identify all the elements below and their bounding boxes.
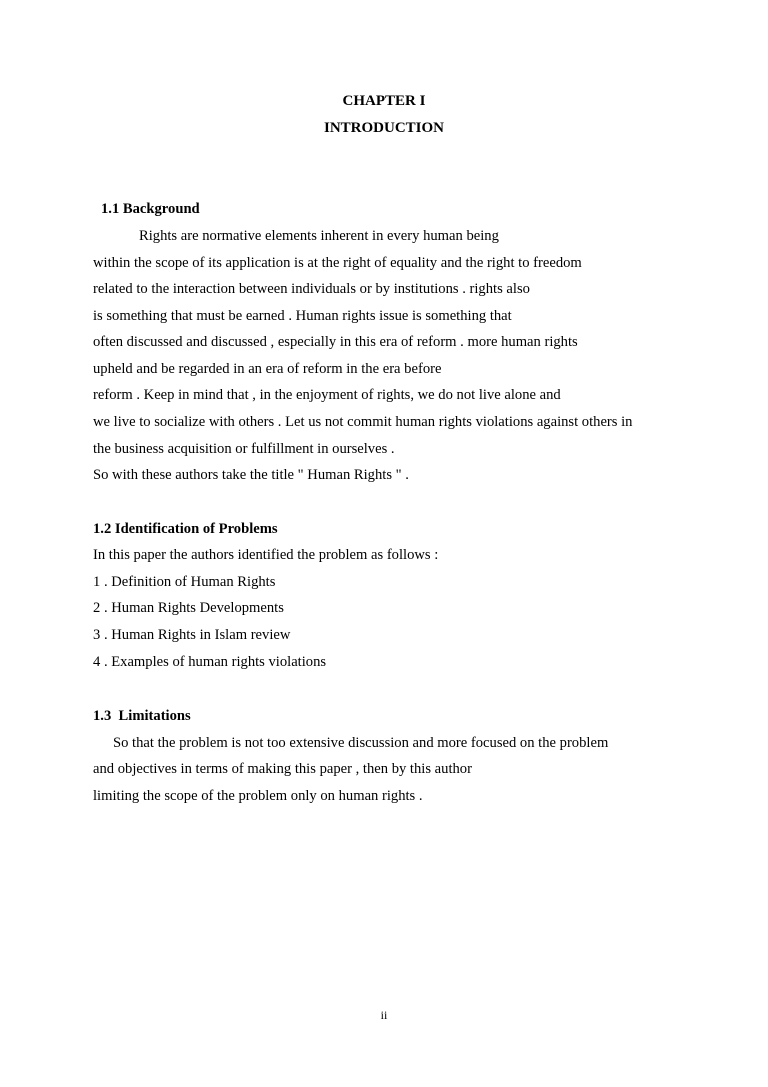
- section-heading-problems: 1.2 Identification of Problems: [93, 521, 278, 537]
- paragraph-line: within the scope of its application is at the right of equality and the right to freedom: [93, 255, 582, 271]
- paragraph-line: So that the problem is not too extensive discussion and more focused on the problem: [113, 735, 609, 751]
- paragraph-line: the business acquisition or fulfillment in ourselves .: [93, 441, 395, 457]
- list-item: 3 . Human Rights in Islam review: [93, 627, 291, 643]
- paragraph-line: In this paper the authors identified the problem as follows :: [93, 547, 439, 563]
- paragraph-line: often discussed and discussed , especially in this era of reform . more human rights: [93, 334, 578, 350]
- list-item: 2 . Human Rights Developments: [93, 600, 284, 616]
- paragraph-line: and objectives in terms of making this paper , then by this author: [93, 761, 472, 777]
- chapter-title: INTRODUCTION: [323, 120, 444, 136]
- paragraph-line: reform . Keep in mind that , in the enjoyment of rights, we do not live alone and: [93, 387, 561, 403]
- paragraph-line: limiting the scope of the problem only on human rights .: [93, 788, 423, 804]
- section-heading-background: 1.1 Background: [101, 201, 200, 217]
- paragraph-line: we live to socialize with others . Let us not commit human rights violations against others in: [93, 414, 633, 430]
- paragraph-line: upheld and be regarded in an era of reform in the era before: [93, 361, 442, 377]
- section-heading-limitations: 1.3 Limitations: [93, 708, 191, 724]
- list-item: 1 . Definition of Human Rights: [93, 574, 276, 590]
- paragraph-line: is something that must be earned . Human rights issue is something that: [93, 308, 512, 324]
- list-item: 4 . Examples of human rights violations: [93, 654, 327, 670]
- page-number: ii: [380, 1008, 388, 1022]
- paragraph-line: Rights are normative elements inherent in every human being: [139, 228, 499, 244]
- paragraph-line: So with these authors take the title " Human Rights " .: [93, 467, 409, 483]
- paragraph-line: related to the interaction between individuals or by institutions . rights also: [93, 281, 530, 297]
- chapter-label: CHAPTER I: [342, 93, 426, 109]
